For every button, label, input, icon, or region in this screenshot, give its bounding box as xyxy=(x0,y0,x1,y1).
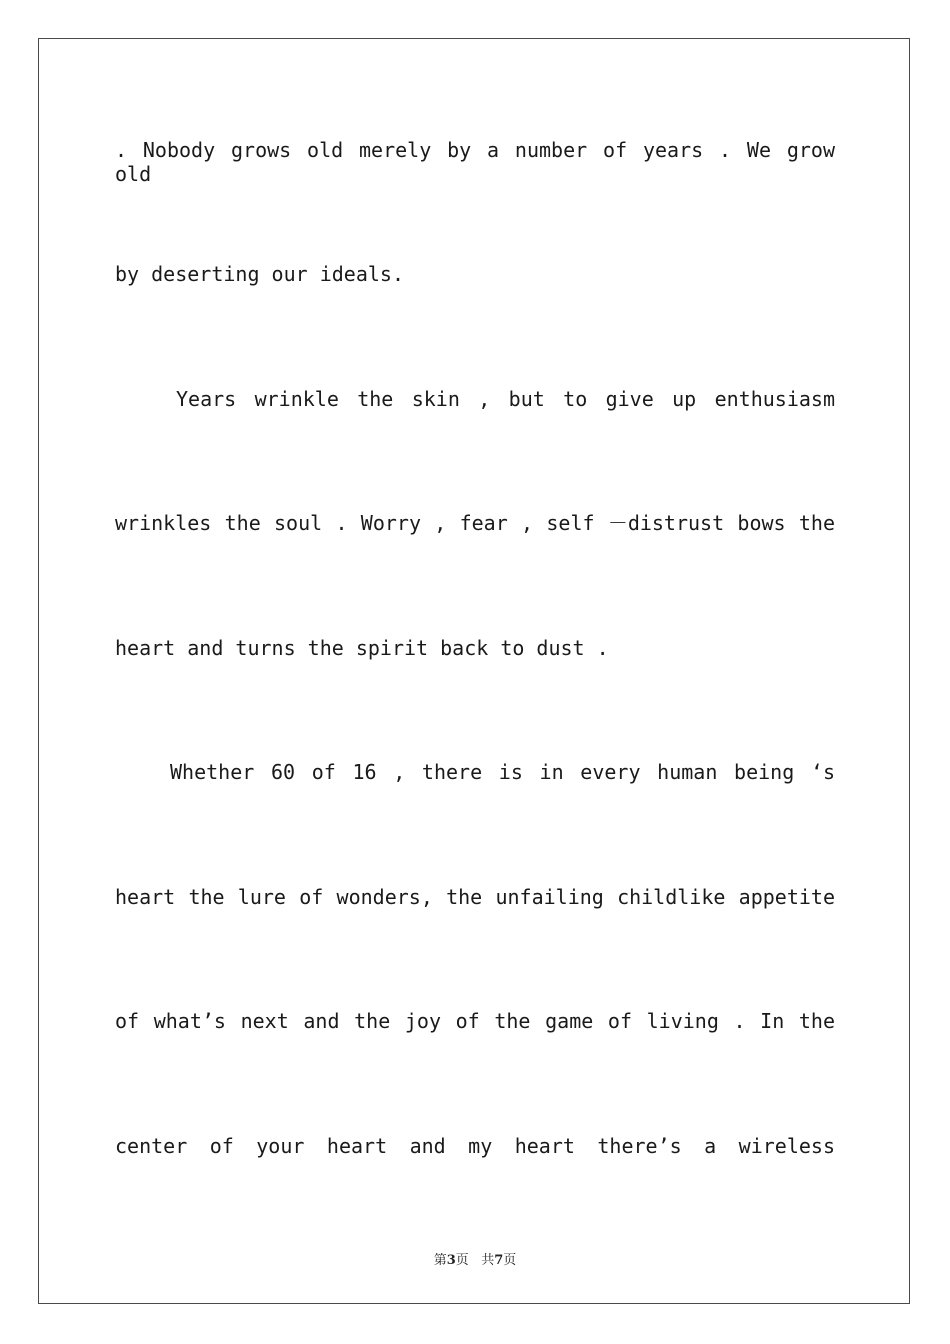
text-line-1: . Nobody grows old merely by a number of years . We grow old xyxy=(115,138,835,186)
total-suffix: 页 xyxy=(503,1253,517,1268)
page-footer xyxy=(0,1249,950,1268)
page-suffix: 页 xyxy=(455,1253,469,1268)
text-line-3: Years wrinkle the skin , but to give up enthusiasm xyxy=(176,387,835,411)
text-line-4: wrinkles the soul . Worry , fear , self －distrust bows the xyxy=(115,511,835,535)
text-line-5: heart and turns the spirit back to dust . xyxy=(115,636,609,660)
text-line-9: center of your heart and my heart there’s a wireless xyxy=(115,1134,835,1158)
page-border xyxy=(38,38,910,1304)
text-line-2: by deserting our ideals. xyxy=(115,262,404,286)
text-line-7: heart the lure of wonders, the unfailing childlike appetite xyxy=(115,885,835,909)
text-line-6: Whether 60 of 16 , there is in every human being ‘s xyxy=(170,760,835,784)
page-prefix: 第 xyxy=(433,1253,447,1268)
text-line-8: of what’s next and the joy of the game of living . In the xyxy=(115,1009,835,1033)
page-number: 3 xyxy=(446,1253,456,1268)
total-prefix: 共 xyxy=(481,1253,495,1268)
total-pages: 7 xyxy=(494,1253,504,1268)
